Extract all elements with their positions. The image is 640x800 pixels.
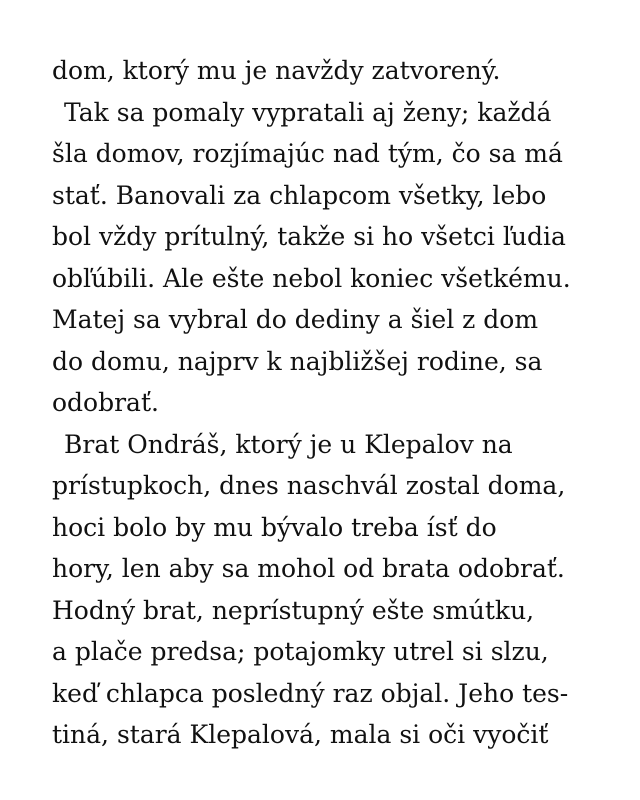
text-line: tiná, stará Klepalová, mala si oči vyočiť (52, 720, 549, 749)
text-line: a plače predsa; potajomky utrel si slzu, (52, 637, 549, 666)
text-line: prístupkoch, dnes naschvál zostal doma, (52, 471, 566, 500)
text-line: bol vždy prítulný, takže si ho všetci ľudia (52, 222, 566, 251)
text-line-paragraph-start: Brat Ondráš, ktorý je u Klepalov na (64, 429, 513, 459)
text-line: keď chlapca posledný raz objal. Jeho tes- (52, 678, 569, 708)
text-line: šla domov, rozjímajúc nad tým, čo sa má (52, 139, 563, 168)
text-line: odobrať. (52, 388, 159, 417)
book-text (52, 50, 612, 756)
text-line: dom, ktorý mu je navždy zatvorený. (52, 56, 501, 85)
text-line: do domu, najprv k najbližšej rodine, sa (52, 346, 543, 376)
text-line: Hodný brat, neprístupný ešte smútku, (52, 595, 535, 625)
text-line: obľúbili. Ale ešte nebol koniec všetkému. (52, 263, 571, 293)
text-line: hoci bolo by mu bývalo treba ísť do (52, 512, 497, 542)
text-line: Matej sa vybral do dediny a šiel z dom (52, 305, 539, 334)
text-line: stať. Banovali za chlapcom všetky, lebo (52, 180, 547, 210)
text-line-paragraph-start: Tak sa pomaly vypratali aj ženy; každá (64, 97, 552, 127)
text-line: hory, len aby sa mohol od brata odobrať. (52, 554, 565, 583)
